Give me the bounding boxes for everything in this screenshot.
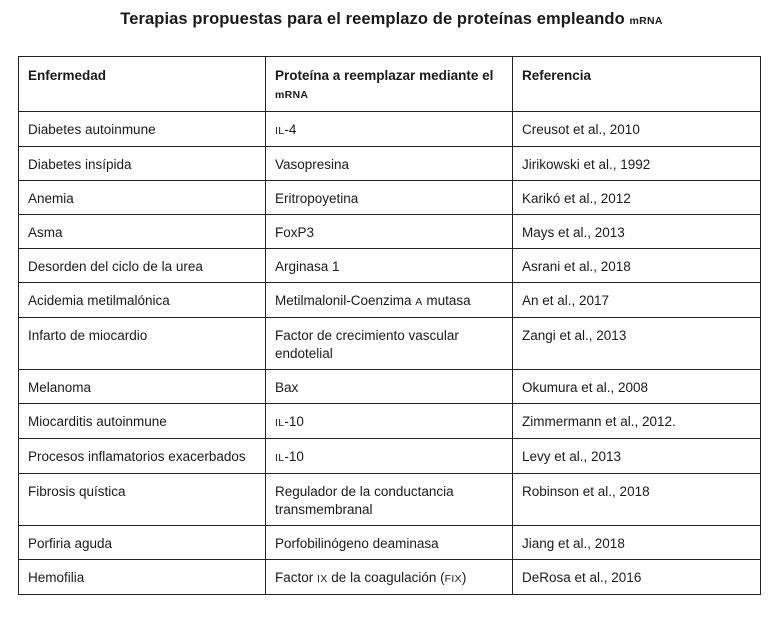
cell-reference-text: An et al., 2017 [522,293,610,308]
cell-disease [19,439,266,474]
cell-reference-text: Robinson et al., 2018 [522,484,650,499]
cell-protein-text: FoxP3 [275,225,315,240]
cell-protein [266,215,513,249]
cell-disease [19,474,266,526]
cell-protein [266,474,513,526]
cell-disease-text: Melanoma [28,380,92,395]
cell-protein-smallcaps: IL [275,125,285,137]
cell-protein [266,112,513,147]
table-title [0,10,783,29]
cell-protein-text: Metilmalonil-Coenzima [275,293,416,308]
cell-disease-text: Infarto de miocardio [28,328,148,343]
header-reference-label: Referencia [522,68,592,83]
cell-reference-text: Levy et al., 2013 [522,449,622,464]
table-row [19,404,761,439]
cell-reference-text: Jirikowski et al., 1992 [522,157,651,172]
cell-reference-text: DeRosa et al., 2016 [522,570,642,585]
cell-protein-smallcaps: A [415,296,423,308]
cell-protein-text: -10 [284,414,304,429]
cell-protein-smallcaps: IX [317,573,328,585]
cell-disease [19,404,266,439]
cell-reference [513,370,761,404]
cell-disease-text: Fibrosis quística [28,484,126,499]
cell-reference [513,249,761,283]
cell-disease [19,147,266,181]
cell-protein-text: Regulador de la conductancia transmembranal [275,484,454,517]
cell-protein [266,181,513,215]
cell-reference [513,439,761,474]
cell-protein-text: Vasopresina [275,157,350,172]
cell-disease [19,318,266,370]
header-protein-smallcaps: mRNA [275,89,309,101]
cell-protein [266,560,513,595]
cell-protein [266,318,513,370]
table-title-smallcaps: mRNA [629,15,663,27]
cell-protein [266,370,513,404]
cell-protein-text: Bax [275,380,299,395]
header-protein-label: Proteína a reemplazar mediante el [275,68,494,83]
cell-disease-text: Miocarditis autoinmune [28,414,167,429]
cell-reference-text: Asrani et al., 2018 [522,259,631,274]
cell-disease-text: Anemia [28,191,74,206]
cell-protein-text: Porfobilinógeno deaminasa [275,536,439,551]
cell-disease [19,526,266,560]
cell-protein-text: Factor de crecimiento vascular endotelial [275,328,459,361]
cell-disease-text: Diabetes insípida [28,157,132,172]
cell-disease-text: Hemofilia [28,570,85,585]
cell-reference-text: Jiang et al., 2018 [522,536,625,551]
cell-disease-text: Asma [28,225,63,240]
header-reference [513,57,761,112]
cell-reference-text: Zangi et al., 2013 [522,328,627,343]
table-row [19,526,761,560]
cell-reference-text: Okumura et al., 2008 [522,380,649,395]
table-row [19,370,761,404]
table-body [19,112,761,595]
cell-reference [513,526,761,560]
cell-disease [19,249,266,283]
header-disease [19,57,266,112]
cell-reference [513,283,761,318]
header-row [19,57,761,112]
cell-protein-smallcaps: FIX [444,573,462,585]
cell-protein [266,283,513,318]
cell-disease [19,112,266,147]
cell-reference [513,318,761,370]
table-row [19,181,761,215]
cell-disease [19,215,266,249]
cell-reference [513,112,761,147]
cell-protein-text: ) [461,570,467,585]
cell-protein-text: Factor [275,570,318,585]
table-row [19,560,761,595]
cell-protein-text: de la coagulación ( [327,570,445,585]
cell-reference-text: Zimmermann et al., 2012. [522,414,676,429]
cell-reference [513,560,761,595]
header-disease-label: Enfermedad [28,68,107,83]
table-row [19,215,761,249]
cell-protein-text: -4 [284,122,297,137]
cell-protein-text: Eritropoyetina [275,191,359,206]
cell-disease-text: Desorden del ciclo de la urea [28,259,203,274]
cell-protein-text: mutasa [422,293,471,308]
cell-protein-smallcaps: IL [275,452,285,464]
header-protein [266,57,513,112]
cell-disease-text: Diabetes autoinmune [28,122,156,137]
cell-reference [513,404,761,439]
cell-reference-text: Mays et al., 2013 [522,225,625,240]
cell-disease [19,560,266,595]
cell-reference-text: Creusot et al., 2010 [522,122,640,137]
cell-reference [513,474,761,526]
table-row [19,147,761,181]
cell-protein-text: -10 [284,449,304,464]
table-title-text: Terapias propuestas para el reemplazo de proteínas empleando [120,10,630,28]
table-row [19,283,761,318]
table-row [19,474,761,526]
cell-disease [19,283,266,318]
table-row [19,439,761,474]
cell-disease-text: Procesos inflamatorios exacerbados [28,449,246,464]
cell-reference [513,147,761,181]
cell-disease-text: Porfiria aguda [28,536,113,551]
cell-protein [266,404,513,439]
table-row [19,112,761,147]
cell-protein-text: Arginasa 1 [275,259,340,274]
therapies-table [18,56,761,595]
cell-disease-text: Acidemia metilmalónica [28,293,170,308]
cell-reference-text: Karikó et al., 2012 [522,191,631,206]
cell-protein [266,439,513,474]
cell-reference [513,181,761,215]
cell-disease [19,370,266,404]
cell-protein-smallcaps: IL [275,417,285,429]
table-row [19,249,761,283]
cell-reference [513,215,761,249]
cell-disease [19,181,266,215]
table-row [19,318,761,370]
cell-protein [266,249,513,283]
cell-protein [266,526,513,560]
cell-protein [266,147,513,181]
